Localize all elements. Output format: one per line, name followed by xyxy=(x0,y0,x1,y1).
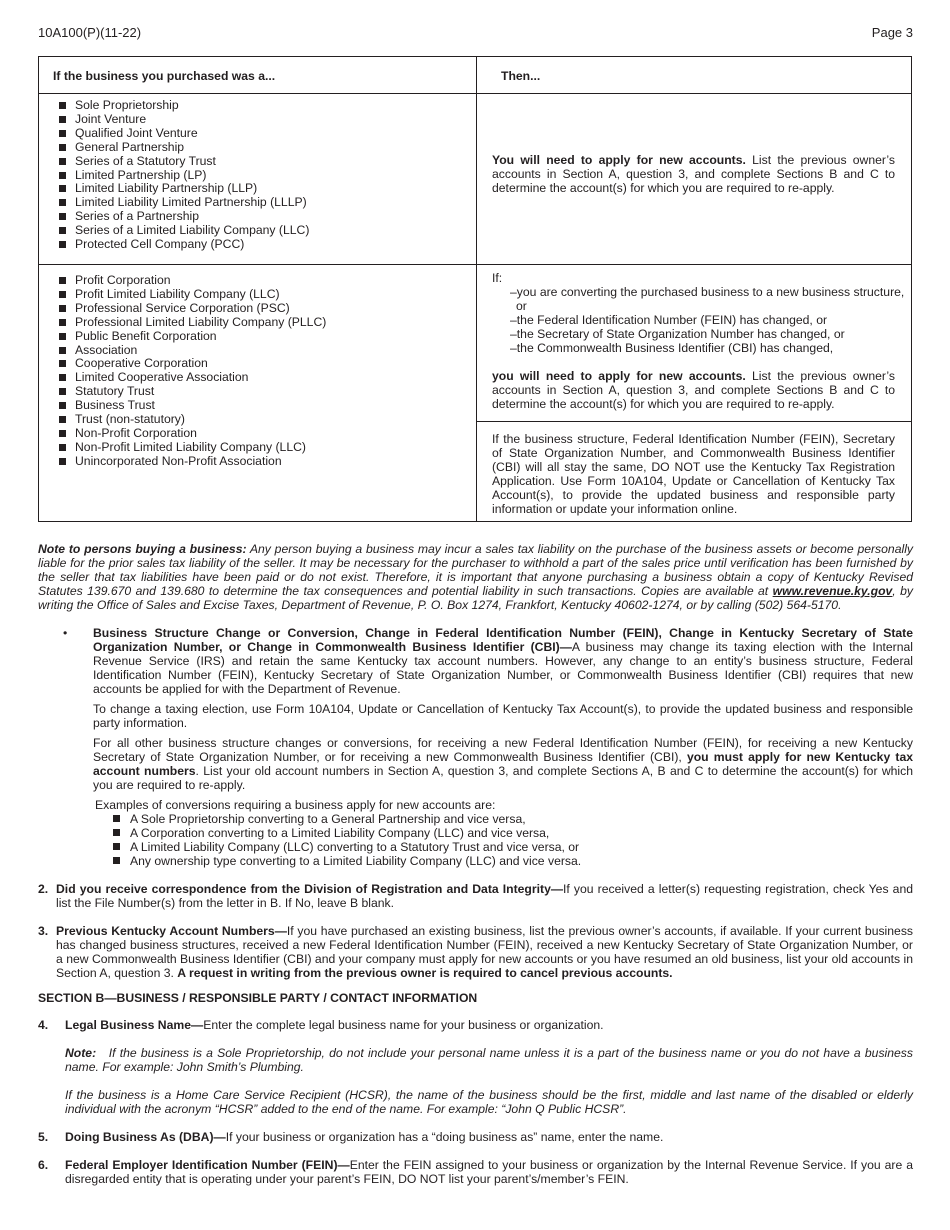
q2-body: If you received a letter(s) requesting registration, check Yes and list the File Number(s) from the letter in B. If No, leave B blank. xyxy=(56,882,913,910)
business-type-item: Series of a Partnership xyxy=(57,210,309,224)
examples-list xyxy=(112,812,581,868)
col-header-business: If the business you purchased was a... xyxy=(53,69,276,83)
q4-note2: If the business is a Home Care Service Recipient (HCSR), the name of the business should be the first, middle and last name of the disabled or elderly individual with the acronym “HCSR” added to the end of the name. For example: “John Q Public HCSR”. xyxy=(65,1088,913,1116)
business-type-table xyxy=(38,56,912,522)
group2-conditions xyxy=(510,285,904,355)
q6-text xyxy=(65,1158,913,1186)
q2-bold: Did you receive correspondence from the Division of Registration and Data Integrity— xyxy=(56,882,564,896)
structure-change-heading: Business Structure Change or Conversion, Change in Federal Identification Number (FEIN), Change in Kentucky Secretary of State Organization Number, or Change in Commonwealth Business Identifier (CBI)— xyxy=(93,626,913,654)
para3-text-a: For all other business structure changes or conversions, for receiving a new Federal Identification Number (FEIN), for receiving a new Kentucky Secretary of State Organization Number, or for receiving a new Commonwealth Business Identifier (CBI), xyxy=(93,736,913,764)
group2-condition: or xyxy=(516,299,527,313)
group2-same-text: If the business structure, Federal Identification Number (FEIN), Secretary of State Organization Number, and Commonwealth Business Identifier (CBI) will all stay the same, DO NOT use the Kentucky Tax Registration Application. Use Form 10A104, Update or Cancellation of Kentucky Tax Account(s), to provide the updated business and responsible party information or update your information online. xyxy=(492,432,895,516)
note-buying-business xyxy=(38,542,913,612)
business-type-item: Statutory Trust xyxy=(57,385,326,399)
conversion-example-item: A Limited Liability Company (LLC) converting to a Statutory Trust and vice versa, or xyxy=(112,840,581,854)
group2-condition: –the Commonwealth Business Identifier (CBI) has changed, xyxy=(510,341,834,355)
group1-then-bold: You will need to apply for new accounts. xyxy=(492,153,746,167)
q5-body: If your business or organization has a “doing business as” name, enter the name. xyxy=(225,1130,664,1144)
form-id: 10A100(P)(11-22) xyxy=(38,25,142,40)
group2-condition: –the Federal Identification Number (FEIN) has changed, or xyxy=(510,313,828,327)
business-type-item: Limited Liability Partnership (LLP) xyxy=(57,182,309,196)
q3-bold: Previous Kentucky Account Numbers— xyxy=(56,924,287,938)
table-header-divider xyxy=(39,93,911,94)
business-type-item: Trust (non-statutory) xyxy=(57,413,326,427)
q2-number: 2. xyxy=(38,882,49,896)
group2-condition: –you are converting the purchased business to a new business structure, xyxy=(510,285,905,299)
structure-change-para2: To change a taxing election, use Form 10A104, Update or Cancellation of Kentucky Tax Account(s), to provide the updated business and responsible party information. xyxy=(93,702,913,730)
group2-then xyxy=(492,369,895,411)
business-type-item: Limited Partnership (LP) xyxy=(57,169,309,183)
q2-text xyxy=(56,882,913,910)
group1-then-rest: List the previous owner’s accounts in Section A, question 3, and complete Sections B and C to determine the account(s) for which you are required to re-apply. xyxy=(492,153,896,195)
examples-intro: Examples of conversions requiring a business apply for new accounts are: xyxy=(95,798,496,812)
col-header-then: Then... xyxy=(501,69,541,83)
para3-text-b: . List your old account numbers in Section A, question 3, and complete Sections A, B and C to determine the account(s) for which you are required to re-apply. xyxy=(93,764,913,792)
business-type-item: Protected Cell Company (PCC) xyxy=(57,238,309,252)
business-type-item: Limited Liability Limited Partnership (LLLP) xyxy=(57,196,309,210)
group2-condition: –the Secretary of State Organization Number has changed, or xyxy=(510,327,845,341)
note-lead: Note to persons buying a business: xyxy=(38,542,247,556)
group2-list xyxy=(57,274,326,469)
business-type-item: Series of a Limited Liability Company (LLC) xyxy=(57,224,309,238)
business-type-item: Association xyxy=(57,344,326,358)
group1-list xyxy=(57,99,309,252)
q6-body: Enter the FEIN assigned to your business or organization by the Internal Revenue Service. If you are a disregarded entity that is operating under your parent’s FEIN, DO NOT list your parent’s/member’s FEIN. xyxy=(65,1158,914,1186)
page-number: Page 3 xyxy=(871,25,913,40)
business-type-item: Professional Limited Liability Company (PLLC) xyxy=(57,316,326,330)
q4-note1 xyxy=(65,1046,913,1074)
business-type-item: Profit Corporation xyxy=(57,274,326,288)
business-type-item: Joint Venture xyxy=(57,113,309,127)
business-type-item: Public Benefit Corporation xyxy=(57,330,326,344)
business-type-item: Non-Profit Corporation xyxy=(57,427,326,441)
q5-text xyxy=(65,1130,913,1144)
q3-text xyxy=(56,924,913,980)
q4-note-label: Note: xyxy=(65,1046,97,1060)
q3-bold-tail: A request in writing from the previous owner is required to cancel previous accounts. xyxy=(177,966,673,980)
q6-number: 6. xyxy=(38,1158,49,1172)
group2-then-bold: you will need to apply for new accounts. xyxy=(492,369,746,383)
business-type-item: Profit Limited Liability Company (LLC) xyxy=(57,288,326,302)
conversion-example-item: A Corporation converting to a Limited Liability Company (LLC) and vice versa, xyxy=(112,826,581,840)
note-body: Any person buying a business may incur a sales tax liability on the purchase of the business assets or become personally liable for the prior sales tax liability of the seller. It may be necessary for the purchaser to withhold a part of the sales price until verification has been furnished by the seller that tax liabilities have been paid or do not exist. Therefore, it is important that anyone purchasing a business obtain a copy of Kentucky Revised Statutes 139.670 and 139.680 to determine the tax consequences and potential liability in such transactions. Copies are available at xyxy=(38,542,913,598)
table-column-divider xyxy=(476,57,477,521)
business-type-item: Professional Service Corporation (PSC) xyxy=(57,302,326,316)
revenue-link[interactable]: www.revenue.ky.gov xyxy=(772,584,893,598)
q6-bold: Federal Employer Identification Number (FEIN)— xyxy=(65,1158,350,1172)
business-type-item: General Partnership xyxy=(57,141,309,155)
structure-change-para3 xyxy=(93,736,913,792)
business-type-item: Unincorporated Non-Profit Association xyxy=(57,455,326,469)
q3-body: If you have purchased an existing business, list the previous owner’s accounts, if available. If your current business has changed business structures, received a new Federal Identification Number (FEIN), received a new Kentucky Secretary of State Organization Number, or a new Commonwealth Business Identifier (CBI) and your company must apply for new accounts or you have resumed an old business, list your old accounts in Section A, question 3. xyxy=(56,924,914,980)
q4-number: 4. xyxy=(38,1018,49,1032)
conversion-example-item: A Sole Proprietorship converting to a General Partnership and vice versa, xyxy=(112,812,581,826)
q4-text xyxy=(65,1018,913,1032)
business-type-item: Series of a Statutory Trust xyxy=(57,155,309,169)
table-subrow-divider xyxy=(476,421,911,422)
business-type-item: Business Trust xyxy=(57,399,326,413)
group2-then-rest: List the previous owner’s accounts in Section A, question 3, and complete Sections B and C to determine the account(s) for which you are required to re-apply. xyxy=(492,369,895,411)
business-type-item: Non-Profit Limited Liability Company (LLC) xyxy=(57,441,326,455)
note-tail: , by writing the Office of Sales and Excise Taxes, Department of Revenue, P. O. Box 1274, Frankfort, Kentucky 40602-1274, or by calling (502) 564-5170. xyxy=(38,584,913,612)
q5-bold: Doing Business As (DBA)— xyxy=(65,1130,226,1144)
business-type-item: Qualified Joint Venture xyxy=(57,127,309,141)
q3-number: 3. xyxy=(38,924,49,938)
conversion-example-item: Any ownership type converting to a Limited Liability Company (LLC) and vice versa. xyxy=(112,854,581,868)
para3-bold: you must apply for new Kentucky tax account numbers xyxy=(93,750,914,778)
structure-change-bullet: • xyxy=(63,626,68,640)
q4-note1-text: If the business is a Sole Proprietorship, do not include your personal name unless it is a part of the business name or you do not have a business name. For example: John Smith’s Plumbing. xyxy=(65,1046,913,1074)
business-type-item: Cooperative Corporation xyxy=(57,357,326,371)
q5-number: 5. xyxy=(38,1130,49,1144)
q4-bold: Legal Business Name— xyxy=(65,1018,204,1032)
business-type-item: Limited Cooperative Association xyxy=(57,371,326,385)
group1-then xyxy=(492,153,895,195)
section-b-title: SECTION B—BUSINESS / RESPONSIBLE PARTY / CONTACT INFORMATION xyxy=(38,991,478,1005)
business-type-item: Sole Proprietorship xyxy=(57,99,309,113)
structure-change-heading-rest: A business may change its taxing election with the Internal Revenue Service (IRS) and retain the same Kentucky tax account numbers. However, any change to an entity’s business structure, Federal Identification Number (FEIN), Kentucky Secretary of State Organization Number, or Commonwealth Business Identifier (CBI) requires that new accounts be applied for with the Department of Revenue. xyxy=(93,640,913,696)
q4-body: Enter the complete legal business name for your business or organization. xyxy=(203,1018,604,1032)
table-row-divider xyxy=(39,264,911,265)
structure-change-para1 xyxy=(93,626,913,696)
group2-if: If: xyxy=(492,271,503,285)
